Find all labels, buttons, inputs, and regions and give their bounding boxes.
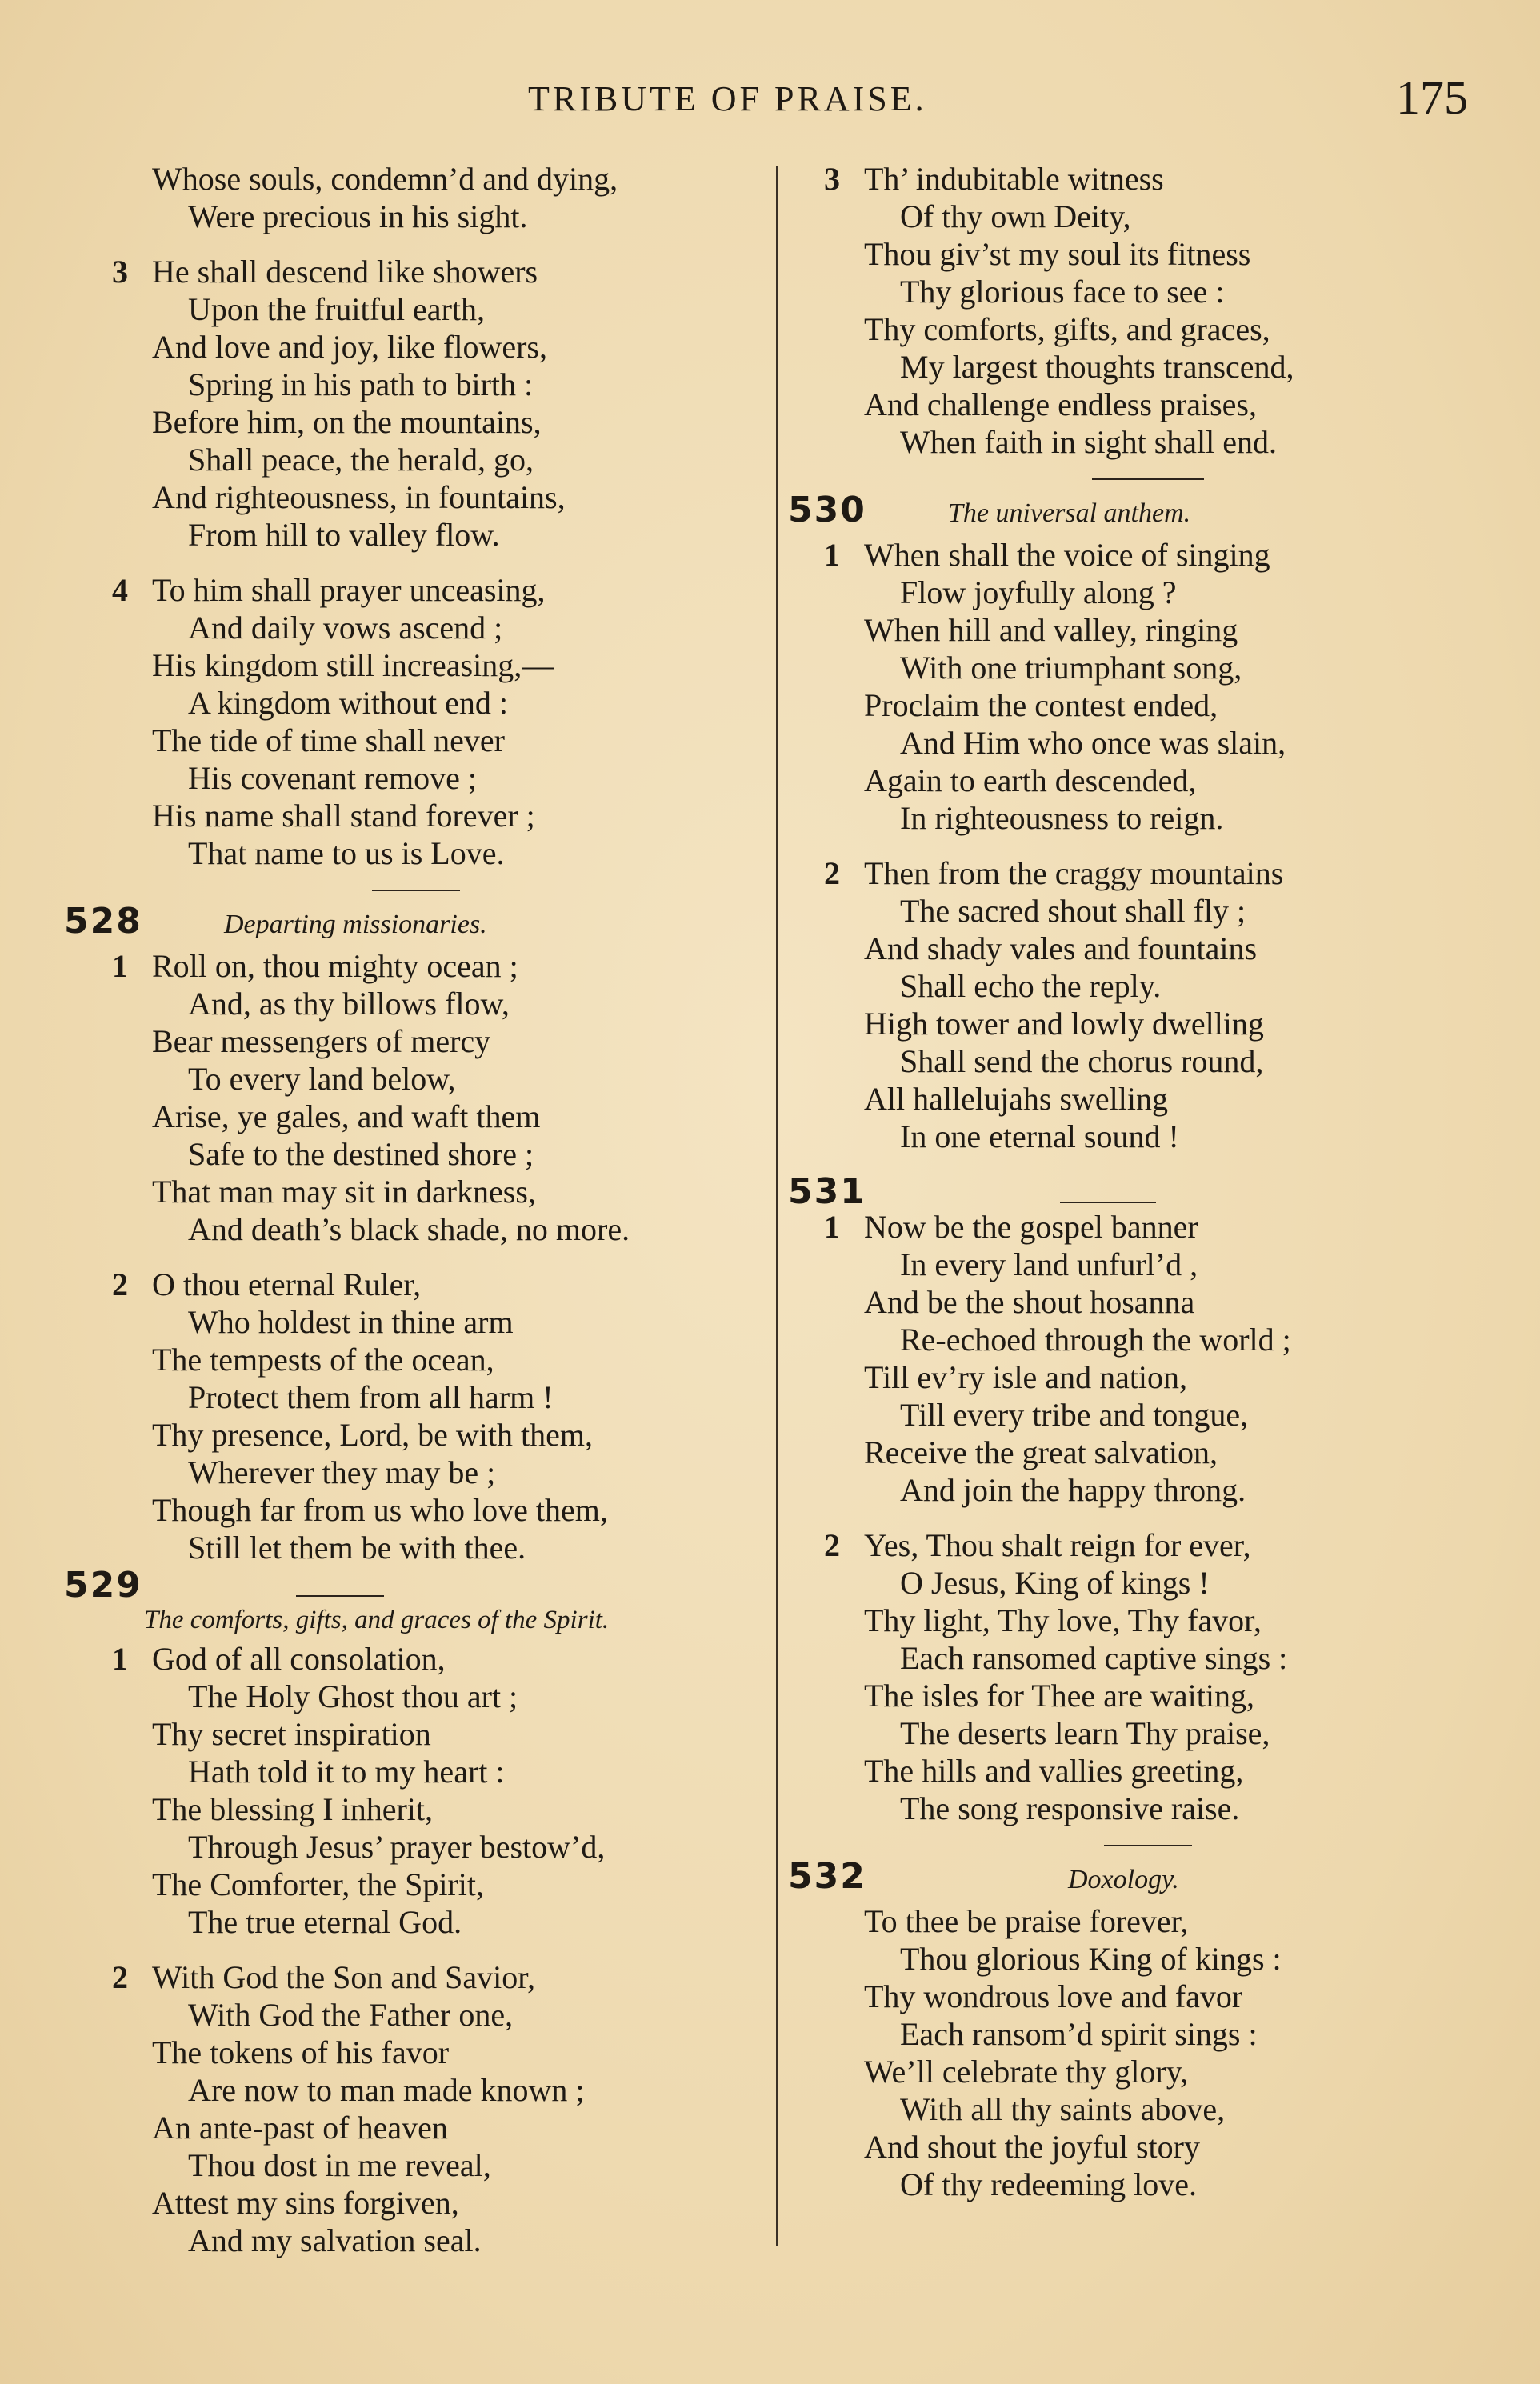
verse-line: Proclaim the contest ended, <box>864 687 1218 723</box>
hymn-number: 530 <box>788 490 866 530</box>
hymn-header <box>64 1565 768 1606</box>
verse-line: His name shall stand forever ; <box>152 798 535 834</box>
verse-line: Thou dost in me reveal, <box>188 2147 491 2183</box>
verse-line: Whose souls, condemn’d and dying, <box>152 161 618 197</box>
verse-line: That name to us is Love. <box>188 835 505 871</box>
verse-line: To him shall prayer unceasing, <box>152 572 546 608</box>
verse-line: Shall send the chorus round, <box>900 1043 1264 1079</box>
verse-line: Thou giv’st my soul its fitness <box>864 236 1251 272</box>
hymn-number: 528 <box>64 901 142 942</box>
verse-line: Hath told it to my heart : <box>188 1754 505 1790</box>
verse <box>64 1958 768 2259</box>
verse-line: To every land below, <box>188 1061 456 1097</box>
verse-line: And challenge endless praises, <box>864 386 1257 422</box>
verse <box>64 253 768 554</box>
verse <box>788 536 1508 837</box>
verse-line: The blessing I inherit, <box>152 1791 434 1827</box>
verse-line: In righteousness to reign. <box>900 800 1224 836</box>
hymn-title: Departing missionaries. <box>224 910 487 939</box>
verse-line: Protect them from all harm ! <box>188 1379 554 1415</box>
verse-line: Yes, Thou shalt reign for ever, <box>864 1527 1251 1563</box>
verse-line: High tower and lowly dwelling <box>864 1006 1264 1042</box>
verse-line: Till ev’ry isle and nation, <box>864 1359 1188 1395</box>
verse-line: Bear messengers of mercy <box>152 1023 491 1059</box>
verse-line: A kingdom without end : <box>188 685 508 721</box>
verse-line: Who holdest in thine arm <box>188 1304 514 1340</box>
verse-line: Thy presence, Lord, be with them, <box>152 1417 593 1453</box>
verse-line: Arise, ye gales, and waft them <box>152 1098 541 1134</box>
verse-line: The Holy Ghost thou art ; <box>188 1678 518 1714</box>
verse-line: O thou eternal Ruler, <box>152 1266 422 1302</box>
verse-line: Before him, on the mountains, <box>152 404 542 440</box>
verse-line: In every land unfurl’d , <box>900 1246 1198 1282</box>
verse-line: With God the Father one, <box>188 1997 514 2033</box>
verse-line: When hill and valley, ringing <box>864 612 1238 648</box>
verse-line: To thee be praise forever, <box>864 1903 1189 1939</box>
verse-line: And join the happy throng. <box>900 1472 1246 1508</box>
verse-line: Thy wondrous love and favor <box>864 1978 1243 2014</box>
hymn-separator <box>296 1595 384 1597</box>
verse <box>64 571 768 872</box>
verse-line: Re-echoed through the world ; <box>900 1322 1291 1358</box>
verse-line: Still let them be with thee. <box>188 1530 526 1566</box>
column-divider <box>776 166 778 2246</box>
hymn-separator <box>1104 1845 1192 1846</box>
verse-line: Each ransomed captive sings : <box>900 1640 1288 1676</box>
verse-line: O Jesus, King of kings ! <box>900 1565 1210 1601</box>
verse-line: Receive the great salvation, <box>864 1434 1218 1470</box>
verse-line: With all thy saints above, <box>900 2091 1226 2127</box>
verse-line: And death’s black shade, no more. <box>188 1211 630 1247</box>
verse-line: And my salvation seal. <box>188 2222 482 2258</box>
verse-line: Are now to man made known ; <box>188 2072 585 2108</box>
verse-line: Thy glorious face to see : <box>900 274 1225 310</box>
verse-line: When faith in sight shall end. <box>900 424 1278 460</box>
verse-line: Through Jesus’ prayer bestow’d, <box>188 1829 606 1865</box>
hymn-separator <box>1060 1202 1156 1203</box>
verse-line: Of thy redeeming love. <box>900 2166 1197 2202</box>
verse-line: With God the Son and Savior, <box>152 1959 535 1995</box>
verse-line: The Comforter, the Spirit, <box>152 1866 484 1902</box>
hymn-title: Doxology. <box>1068 1865 1179 1894</box>
hymn-number: 531 <box>788 1171 866 1212</box>
verse-number: 2 <box>112 1266 128 1302</box>
running-title: TRIBUTE OF PRAISE. <box>528 79 927 118</box>
verse-line: An ante-past of heaven <box>152 2110 448 2146</box>
verse-line: Then from the craggy mountains <box>864 855 1284 891</box>
hymn-title: The universal anthem. <box>948 498 1191 528</box>
verse-line: Now be the gospel banner <box>864 1209 1198 1245</box>
verse-line: The isles for Thee are waiting, <box>864 1678 1254 1714</box>
verse-line: All hallelujahs swelling <box>864 1081 1168 1117</box>
hymn-separator <box>1092 478 1204 480</box>
hymn-header <box>788 1858 1508 1902</box>
verse-line: When shall the voice of singing <box>864 537 1270 573</box>
verse-line: We’ll celebrate thy glory, <box>864 2054 1189 2090</box>
verse-line: Upon the fruitful earth, <box>188 291 485 327</box>
verse-line: God of all consolation, <box>152 1641 446 1677</box>
verse-line: The song responsive raise. <box>900 1790 1240 1826</box>
verse-number: 2 <box>824 1527 840 1563</box>
verse-line: Were precious in his sight. <box>188 198 528 234</box>
verse-number: 1 <box>112 1641 128 1677</box>
left-column <box>64 160 768 2277</box>
verse-number: 3 <box>112 254 128 290</box>
hymn-number: 532 <box>788 1856 866 1897</box>
verse-line: Flow joyfully along ? <box>900 574 1177 610</box>
verse-line: My largest thoughts transcend, <box>900 349 1294 385</box>
verse-line: Attest my sins forgiven, <box>152 2185 459 2221</box>
verse-line: Th’ indubitable witness <box>864 161 1164 197</box>
verse-continuation <box>64 160 768 235</box>
verse-line: Spring in his path to birth : <box>188 366 534 402</box>
verse <box>64 1640 768 1941</box>
verse-number: 1 <box>824 537 840 573</box>
verse <box>788 1902 1508 2203</box>
verse-line: The sacred shout shall fly ; <box>900 893 1246 929</box>
verse-line: Safe to the destined shore ; <box>188 1136 534 1172</box>
verse-line: And, as thy billows flow, <box>188 986 510 1022</box>
verse-line: The hills and vallies greeting, <box>864 1753 1244 1789</box>
verse-line: That man may sit in darkness, <box>152 1174 536 1210</box>
verse-line: Wherever they may be ; <box>188 1454 496 1490</box>
verse-line: Thy comforts, gifts, and graces, <box>864 311 1270 347</box>
verse-line: And shout the joyful story <box>864 2129 1200 2165</box>
hymn-header <box>788 491 1508 536</box>
hymn-title: The comforts, gifts, and graces of the Spirit. <box>144 1606 610 1634</box>
hymn-separator <box>372 890 460 891</box>
verse-line: The deserts learn Thy praise, <box>900 1715 1270 1751</box>
verse-line: And daily vows ascend ; <box>188 610 503 646</box>
verse-line: His covenant remove ; <box>188 760 477 796</box>
verse-line: With one triumphant song, <box>900 650 1242 686</box>
verse-number: 1 <box>112 948 128 984</box>
page-number: 175 <box>1396 71 1468 124</box>
verse-line: And be the shout hosanna <box>864 1284 1195 1320</box>
verse-line: The true eternal God. <box>188 1904 462 1940</box>
verse <box>788 160 1508 461</box>
verse-number: 1 <box>824 1209 840 1245</box>
verse-line: Again to earth descended, <box>864 762 1197 798</box>
right-column <box>788 160 1508 2221</box>
verse-line: The tide of time shall never <box>152 722 505 758</box>
verse-line: Each ransom’d spirit sings : <box>900 2016 1258 2052</box>
verse-number: 4 <box>112 572 128 608</box>
verse <box>64 1266 768 1566</box>
verse-line: Thy light, Thy love, Thy favor, <box>864 1602 1262 1638</box>
verse-line: And shady vales and fountains <box>864 930 1258 966</box>
verse-line: From hill to valley flow. <box>188 517 500 553</box>
verse-line: Thou glorious King of kings : <box>900 1941 1282 1977</box>
verse-line: Thy secret inspiration <box>152 1716 431 1752</box>
hymn-number: 529 <box>64 1565 142 1606</box>
verse-line: The tempests of the ocean, <box>152 1342 494 1378</box>
verse-line: And Him who once was slain, <box>900 725 1286 761</box>
verse-line: And righteousness, in fountains, <box>152 479 566 515</box>
verse-line: Of thy own Deity, <box>900 198 1131 234</box>
verse-line: Roll on, thou mighty ocean ; <box>152 948 518 984</box>
hymn-header <box>64 902 768 947</box>
verse-line: Shall echo the reply. <box>900 968 1162 1004</box>
verse-number: 2 <box>824 855 840 891</box>
verse <box>788 1526 1508 1827</box>
verse-line: He shall descend like showers <box>152 254 538 290</box>
verse <box>788 1208 1508 1509</box>
verse <box>64 947 768 1248</box>
verse <box>788 854 1508 1155</box>
verse-line: Shall peace, the herald, go, <box>188 442 534 478</box>
verse-line: In one eternal sound ! <box>900 1118 1179 1154</box>
hymn-header <box>788 1171 1508 1212</box>
verse-line: His kingdom still increasing,— <box>152 647 554 683</box>
verse-line: Though far from us who love them, <box>152 1492 608 1528</box>
verse-number: 3 <box>824 161 840 197</box>
verse-line: The tokens of his favor <box>152 2034 450 2070</box>
verse-line: And love and joy, like flowers, <box>152 329 547 365</box>
verse-line: Till every tribe and tongue, <box>900 1397 1249 1433</box>
verse-number: 2 <box>112 1959 128 1995</box>
